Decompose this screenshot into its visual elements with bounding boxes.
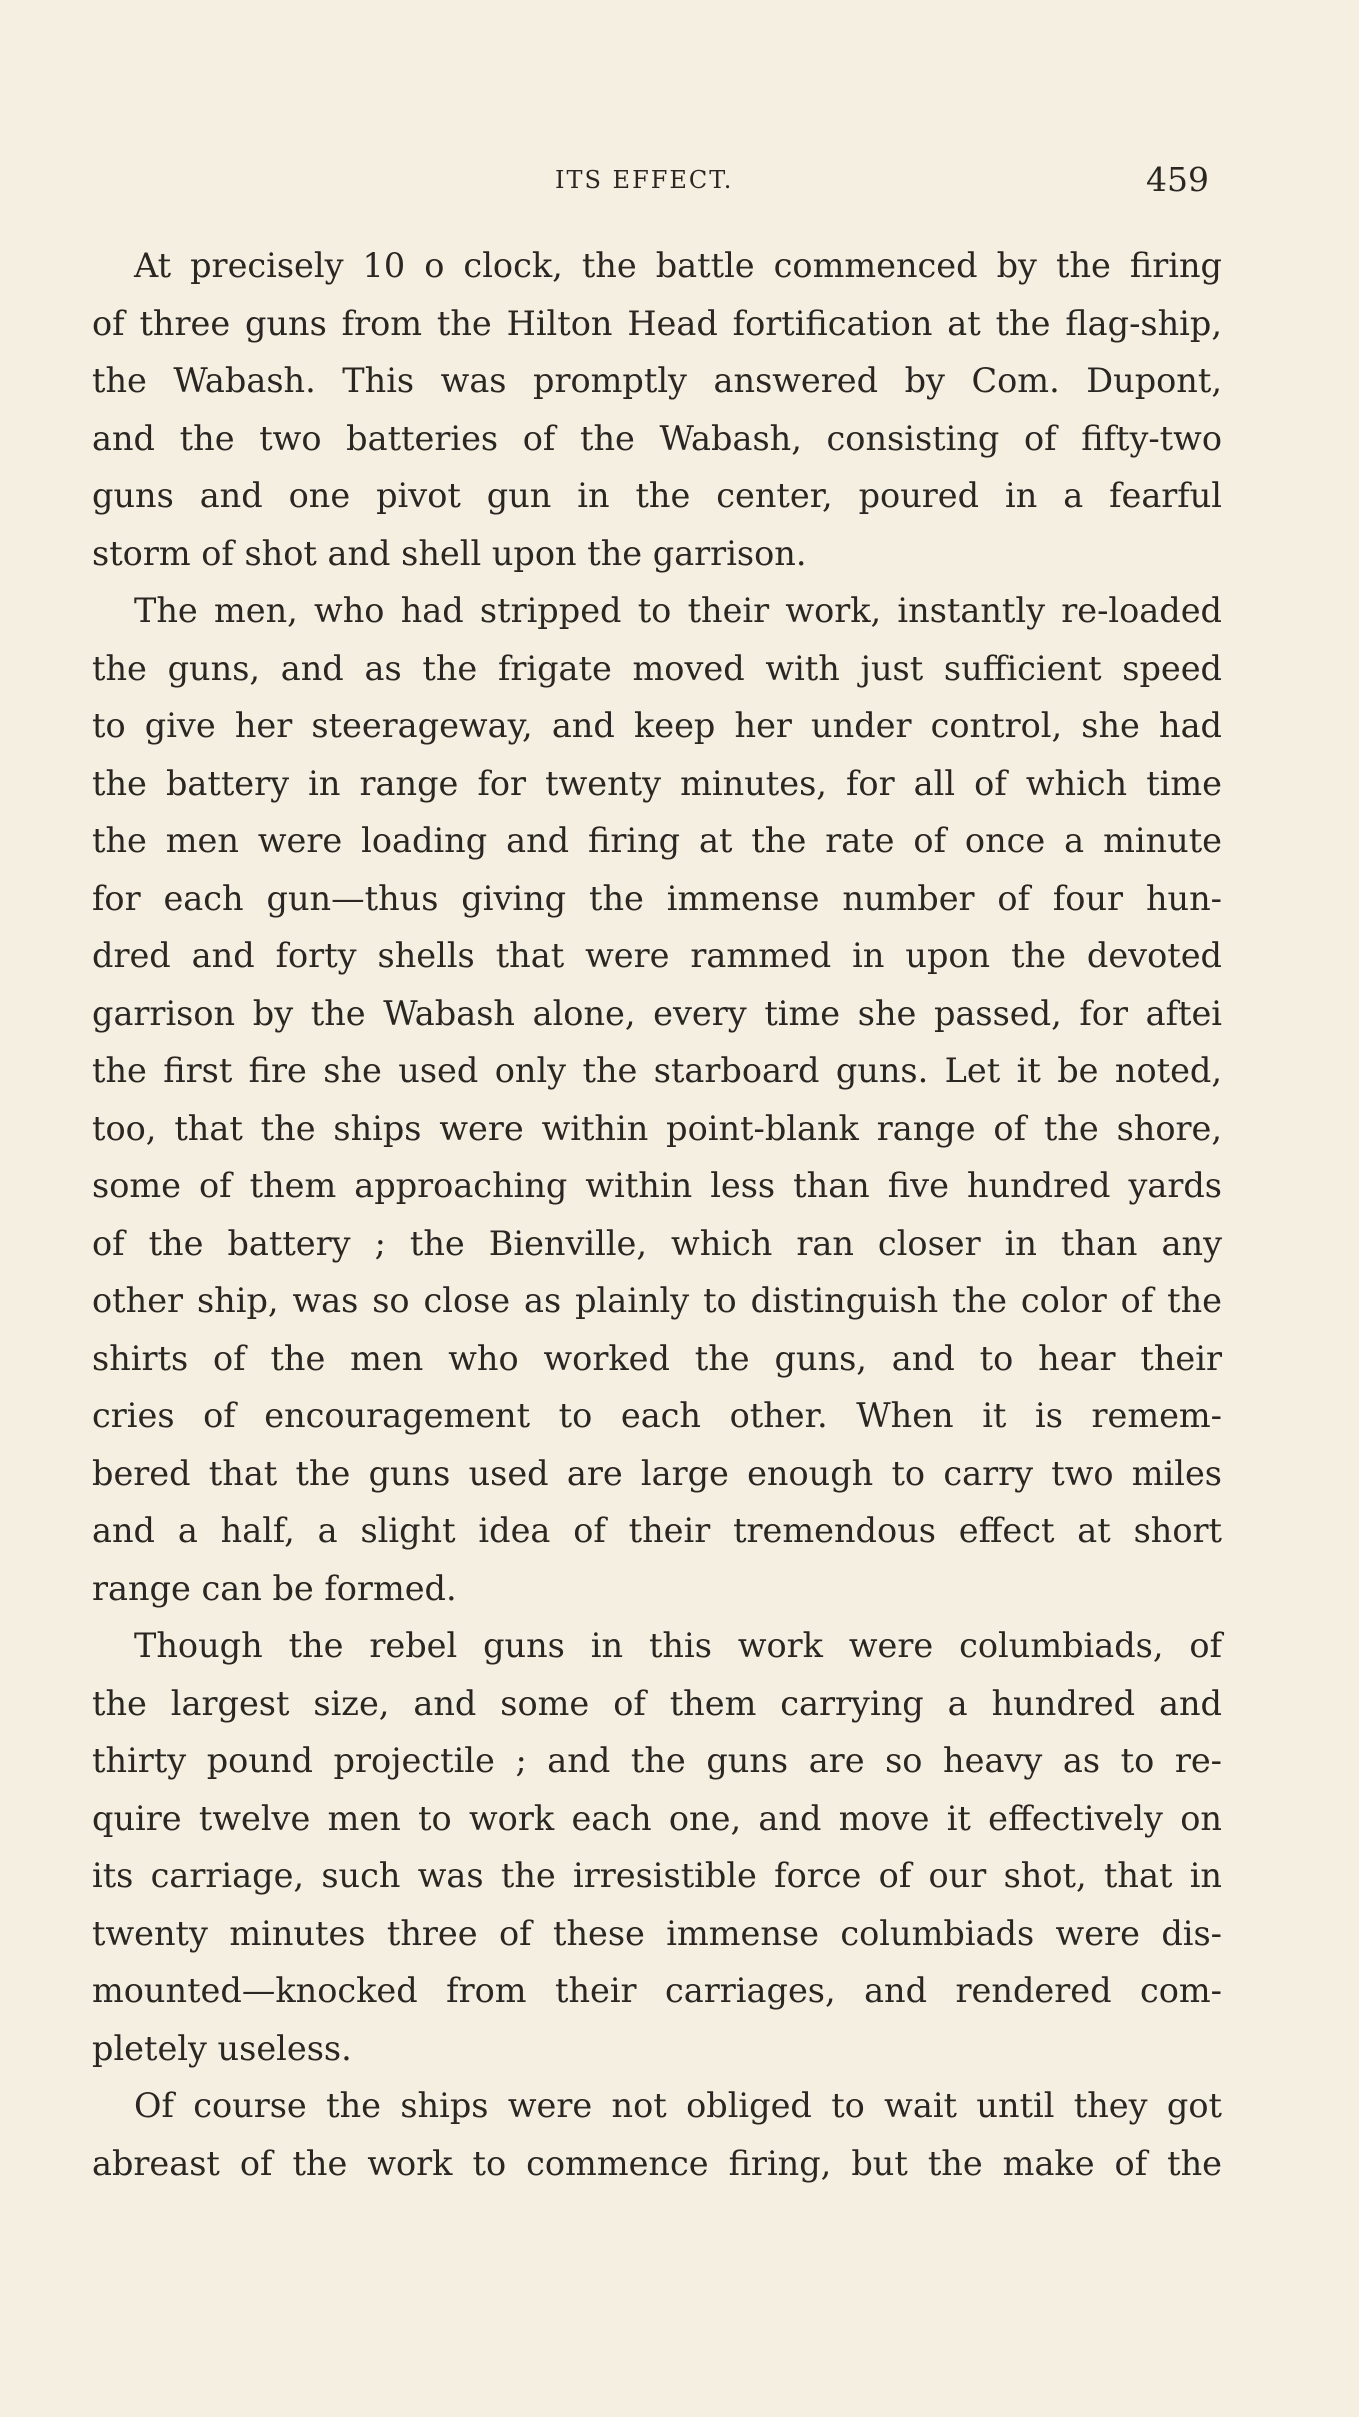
text-line: and the two batteries of the Wabash, consisting of fifty-two [92, 418, 1222, 458]
text-line: the largest size, and some of them carrying a hundred and [92, 1683, 1222, 1723]
text-line: other ship, was so close as plainly to distinguish the color of the [92, 1281, 1222, 1320]
text-line: to give her steerageway, and keep her under control, she had [92, 706, 1222, 745]
page-number: 459 [1146, 160, 1209, 199]
text-line: pletely useless. [92, 2028, 352, 2068]
text-line: some of them approaching within less than five hundred yards [92, 1166, 1222, 1205]
text-line: storm of shot and shell upon the garrison. [92, 533, 807, 573]
text-line: the first fire she used only the starboard guns. Let it be noted, [92, 1051, 1222, 1090]
text-line: for each gun—thus giving the immense number of four hun- [92, 878, 1222, 918]
text-line: At precisely 10 o clock, the battle commenced by the firing [134, 246, 1222, 285]
text-line: quire twelve men to work each one, and move it effectively on [92, 1798, 1222, 1838]
text-line: of three guns from the Hilton Head fortification at the flag-ship, [92, 303, 1222, 343]
text-line: its carriage, such was the irresistible force of our shot, that in [92, 1856, 1222, 1895]
text-line: of the battery ; the Bienville, which ran closer in than any [92, 1223, 1222, 1263]
text-line: Though the rebel guns in this work were columbiads, of [134, 1626, 1222, 1665]
text-line: abreast of the work to commence firing, but the make of the [92, 2143, 1222, 2183]
text-line: too, that the ships were within point-blank range of the shore, [92, 1108, 1222, 1148]
text-line: The men, who had stripped to their work, instantly re-loaded [134, 591, 1222, 630]
text-line: the guns, and as the frigate moved with just sufficient speed [92, 648, 1222, 688]
text-line: range can be formed. [92, 1568, 457, 1608]
body-text [92, 237, 1222, 2192]
text-line: Of course the ships were not obliged to wait until they got [134, 2086, 1222, 2125]
text-line: the Wabash. This was promptly answered by Com. Dupont, [92, 361, 1222, 400]
text-line: shirts of the men who worked the guns, and to hear their [92, 1338, 1222, 1378]
text-line: garrison by the Wabash alone, every time she passed, for aftei [92, 993, 1222, 1033]
text-line: thirty pound projectile ; and the guns are so heavy as to re- [92, 1741, 1222, 1780]
text-line: twenty minutes three of these immense columbiads were dis- [92, 1913, 1222, 1953]
text-line: bered that the guns used are large enough to carry two miles [92, 1453, 1222, 1493]
text-line: the men were loading and firing at the rate of once a minute [92, 821, 1222, 860]
running-title: ITS EFFECT. [555, 166, 734, 194]
text-line: dred and forty shells that were rammed in upon the devoted [92, 936, 1222, 975]
text-line: the battery in range for twenty minutes, for all of which time [92, 763, 1222, 803]
text-line: cries of encouragement to each other. When it is remem- [92, 1396, 1222, 1435]
text-line: mounted—knocked from their carriages, and rendered com- [92, 1971, 1222, 2010]
text-line: guns and one pivot gun in the center, poured in a fearful [92, 476, 1222, 515]
running-header [0, 160, 1359, 200]
text-line: and a half, a slight idea of their tremendous effect at short [92, 1511, 1222, 1550]
